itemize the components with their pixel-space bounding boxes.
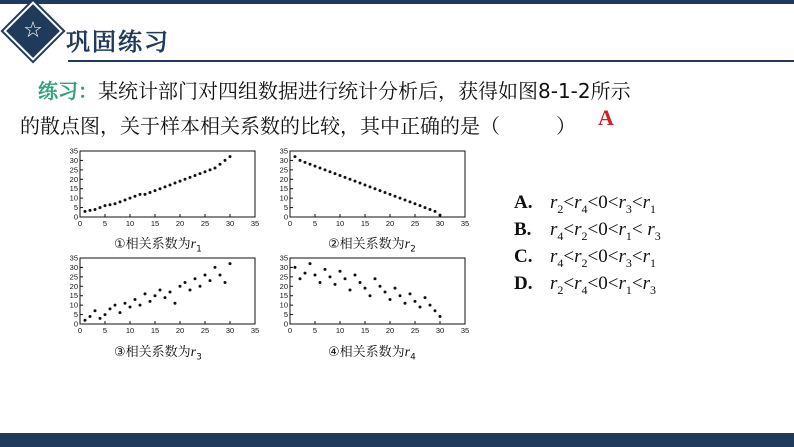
scatter-point xyxy=(164,296,167,299)
option-c-expr: $r_4<r_2<0<r_3<r_1$ xyxy=(550,246,656,270)
y-tick-label: 20 xyxy=(279,174,288,184)
scatter-point xyxy=(154,189,157,192)
bottom-bar xyxy=(0,433,794,447)
scatter-point xyxy=(109,203,112,206)
y-tick-label: 10 xyxy=(69,193,78,203)
scatter-point xyxy=(224,281,227,284)
option-b-expr: $r_4<r_2<0<r_1< r_3$ xyxy=(550,219,661,243)
scatter-point xyxy=(314,273,317,276)
option-a xyxy=(514,192,661,219)
option-a-expr: $r_2<r_4<0<r_3<r_1$ xyxy=(550,192,656,216)
scatter-point xyxy=(419,306,422,309)
plot-frame xyxy=(290,258,465,324)
plot-frame xyxy=(80,151,255,217)
header-divider xyxy=(68,60,794,62)
scatter-point xyxy=(319,281,322,284)
scatter-point xyxy=(134,298,137,301)
scatter-point xyxy=(324,268,327,271)
scatter-chart-1 xyxy=(62,146,267,230)
x-tick-label: 10 xyxy=(335,326,345,335)
scatter-point xyxy=(189,289,192,292)
scatter-point xyxy=(204,273,207,276)
y-tick-label: 35 xyxy=(279,146,288,156)
x-tick-label: 25 xyxy=(200,219,210,228)
x-tick-label: 20 xyxy=(175,326,185,335)
scatter-point xyxy=(84,319,87,322)
x-tick-label: 35 xyxy=(460,219,470,228)
y-tick-label: 35 xyxy=(69,146,78,156)
scatter-chart-svg xyxy=(62,146,267,230)
scatter-point xyxy=(179,285,182,288)
scatter-point xyxy=(99,206,102,209)
scatter-point xyxy=(129,197,132,200)
scatter-point xyxy=(199,172,202,175)
y-tick-label: 30 xyxy=(279,155,288,165)
scatter-point xyxy=(189,176,192,179)
question-text-1: 某统计部门对四组数据进行统计分析后，获得如图8-1-2所示 xyxy=(98,79,631,103)
scatter-point xyxy=(149,191,152,194)
top-bar xyxy=(0,0,794,4)
y-tick-label: 5 xyxy=(73,203,78,213)
option-d-expr: $r_2<r_4<0<r_1<r_3$ xyxy=(550,273,656,297)
x-tick-label: 10 xyxy=(125,326,135,335)
scatter-point xyxy=(334,283,337,286)
y-tick-label: 20 xyxy=(69,281,78,291)
y-tick-label: 25 xyxy=(69,165,78,175)
scatter-point xyxy=(339,174,342,177)
scatter-point xyxy=(364,183,367,186)
scatter-point xyxy=(354,273,357,276)
scatter-point xyxy=(379,189,382,192)
scatter-point xyxy=(109,307,112,310)
scatter-point xyxy=(104,204,107,207)
scatter-point xyxy=(404,302,407,305)
scatter-point xyxy=(344,277,347,280)
y-tick-label: 10 xyxy=(279,193,288,203)
scatter-point xyxy=(94,309,97,312)
scatter-point xyxy=(414,202,417,205)
x-tick-label: 30 xyxy=(225,326,235,335)
x-tick-label: 0 xyxy=(77,219,83,228)
chart-caption-3: ③相关系数为$r_3$ xyxy=(114,345,202,363)
scatter-point xyxy=(354,180,357,183)
scatter-point xyxy=(114,304,117,307)
scatter-point xyxy=(299,277,302,280)
x-tick-label: 0 xyxy=(287,326,293,335)
x-tick-label: 30 xyxy=(435,326,445,335)
scatter-point xyxy=(334,172,337,175)
x-tick-label: 20 xyxy=(385,326,395,335)
scatter-point xyxy=(404,199,407,202)
scatter-point xyxy=(394,195,397,198)
scatter-point xyxy=(309,262,312,265)
scatter-point xyxy=(314,165,317,168)
scatter-point xyxy=(434,309,437,312)
scatter-point xyxy=(119,311,122,314)
x-tick-label: 15 xyxy=(150,326,160,335)
scatter-point xyxy=(99,317,102,320)
x-tick-label: 0 xyxy=(287,219,293,228)
scatter-point xyxy=(414,300,417,303)
y-tick-label: 15 xyxy=(69,291,78,301)
scatter-point xyxy=(399,294,402,297)
scatter-point xyxy=(154,294,157,297)
x-tick-label: 5 xyxy=(102,326,108,335)
y-tick-label: 0 xyxy=(73,319,78,329)
scatter-point xyxy=(194,277,197,280)
scatter-point xyxy=(389,193,392,196)
question-line-1 xyxy=(38,75,631,104)
scatter-point xyxy=(304,161,307,164)
scatter-point xyxy=(369,185,372,188)
scatter-point xyxy=(409,292,412,295)
scatter-point xyxy=(379,285,382,288)
scatter-point xyxy=(139,193,142,196)
y-tick-label: 15 xyxy=(279,184,288,194)
x-tick-label: 25 xyxy=(410,219,420,228)
y-tick-label: 0 xyxy=(283,319,288,329)
y-tick-label: 15 xyxy=(69,184,78,194)
x-tick-label: 5 xyxy=(312,219,318,228)
scatter-point xyxy=(209,168,212,171)
scatter-point xyxy=(104,313,107,316)
x-tick-label: 35 xyxy=(250,326,260,335)
y-tick-label: 25 xyxy=(279,165,288,175)
scatter-point xyxy=(319,166,322,169)
option-d xyxy=(514,273,661,300)
x-tick-label: 5 xyxy=(102,219,108,228)
scatter-point xyxy=(214,166,217,169)
question-label: 练习： xyxy=(38,79,98,103)
x-tick-label: 20 xyxy=(175,219,185,228)
scatter-point xyxy=(439,214,442,217)
y-tick-label: 10 xyxy=(279,300,288,310)
scatter-point xyxy=(199,285,202,288)
scatter-chart-svg xyxy=(272,253,477,337)
scatter-point xyxy=(429,304,432,307)
scatter-point xyxy=(359,182,362,185)
scatter-point xyxy=(174,302,177,305)
scatter-point xyxy=(219,163,222,166)
question-close: ） xyxy=(556,114,576,138)
scatter-point xyxy=(204,170,207,173)
y-tick-label: 5 xyxy=(73,310,78,320)
scatter-point xyxy=(399,197,402,200)
scatter-point xyxy=(84,210,87,213)
chart-caption-4: ④相关系数为$r_4$ xyxy=(328,345,416,363)
scatter-point xyxy=(384,290,387,293)
y-tick-label: 0 xyxy=(283,212,288,222)
y-tick-label: 30 xyxy=(279,262,288,272)
scatter-point xyxy=(89,315,92,318)
x-tick-label: 10 xyxy=(335,219,345,228)
scatter-point xyxy=(309,163,312,166)
y-tick-label: 30 xyxy=(69,262,78,272)
y-tick-label: 35 xyxy=(279,253,288,263)
x-tick-label: 20 xyxy=(385,219,395,228)
scatter-point xyxy=(389,298,392,301)
scatter-point xyxy=(229,262,232,265)
scatter-chart-svg xyxy=(272,146,477,230)
slide-heading: 巩固练习 xyxy=(66,28,170,56)
x-tick-label: 30 xyxy=(225,219,235,228)
x-tick-label: 15 xyxy=(150,219,160,228)
scatter-point xyxy=(219,273,222,276)
x-tick-label: 35 xyxy=(250,219,260,228)
x-tick-label: 15 xyxy=(360,219,370,228)
question-text-2: 的散点图，关于样本相关系数的比较，其中正确的是（ xyxy=(20,114,500,138)
scatter-point xyxy=(359,281,362,284)
scatter-point xyxy=(424,206,427,209)
x-tick-label: 30 xyxy=(435,219,445,228)
y-tick-label: 30 xyxy=(69,155,78,165)
scatter-point xyxy=(349,178,352,181)
scatter-point xyxy=(419,204,422,207)
answer-options xyxy=(514,192,661,300)
y-tick-label: 0 xyxy=(73,212,78,222)
answer-mark: A xyxy=(598,105,614,130)
option-b xyxy=(514,219,661,246)
y-tick-label: 5 xyxy=(283,310,288,320)
scatter-chart-svg xyxy=(62,253,267,337)
scatter-point xyxy=(429,208,432,211)
scatter-point xyxy=(164,185,167,188)
option-c xyxy=(514,246,661,273)
plot-frame xyxy=(290,151,465,217)
y-tick-label: 25 xyxy=(69,272,78,282)
scatter-point xyxy=(294,155,297,158)
x-tick-label: 15 xyxy=(360,326,370,335)
scatter-point xyxy=(394,287,397,290)
x-tick-label: 25 xyxy=(410,326,420,335)
scatter-point xyxy=(184,281,187,284)
x-tick-label: 10 xyxy=(125,219,135,228)
option-c-letter: C. xyxy=(514,246,533,267)
scatter-point xyxy=(229,155,232,158)
scatter-point xyxy=(149,300,152,303)
scatter-point xyxy=(434,210,437,213)
scatter-point xyxy=(169,290,172,293)
y-tick-label: 20 xyxy=(69,174,78,184)
y-tick-label: 5 xyxy=(283,203,288,213)
scatter-point xyxy=(224,159,227,162)
scatter-point xyxy=(94,208,97,211)
scatter-point xyxy=(349,289,352,292)
y-tick-label: 10 xyxy=(69,300,78,310)
x-tick-label: 5 xyxy=(312,326,318,335)
scatter-point xyxy=(144,292,147,295)
question-line-2 xyxy=(20,110,576,139)
scatter-point xyxy=(129,306,132,309)
scatter-point xyxy=(89,209,92,212)
scatter-point xyxy=(439,315,442,318)
scatter-point xyxy=(329,275,332,278)
scatter-point xyxy=(119,200,122,203)
scatter-point xyxy=(409,200,412,203)
option-b-letter: B. xyxy=(514,219,532,240)
chart-caption-1: ①相关系数为$r_1$ xyxy=(114,237,202,255)
scatter-point xyxy=(214,266,217,269)
scatter-point xyxy=(144,193,147,196)
scatter-point xyxy=(324,168,327,171)
option-a-letter: A. xyxy=(514,192,533,213)
scatter-point xyxy=(159,187,162,190)
scatter-point xyxy=(169,183,172,186)
scatter-chart-4 xyxy=(272,253,477,337)
scatter-point xyxy=(179,180,182,183)
scatter-point xyxy=(329,170,332,173)
scatter-point xyxy=(159,289,162,292)
scatter-point xyxy=(114,202,117,205)
scatter-point xyxy=(174,182,177,185)
scatter-point xyxy=(344,176,347,179)
scatter-point xyxy=(139,304,142,307)
star-icon: ☆ xyxy=(23,18,43,43)
scatter-point xyxy=(194,174,197,177)
scatter-point xyxy=(304,272,307,275)
scatter-point xyxy=(124,302,127,305)
scatter-chart-3 xyxy=(62,253,267,337)
y-tick-label: 20 xyxy=(279,281,288,291)
x-tick-label: 35 xyxy=(460,326,470,335)
scatter-point xyxy=(424,296,427,299)
scatter-point xyxy=(384,191,387,194)
chart-caption-2: ②相关系数为$r_2$ xyxy=(328,237,416,255)
y-tick-label: 15 xyxy=(279,291,288,301)
scatter-point xyxy=(369,294,372,297)
scatter-point xyxy=(299,159,302,162)
scatter-point xyxy=(184,178,187,181)
scatter-point xyxy=(294,266,297,269)
y-tick-label: 35 xyxy=(69,253,78,263)
scatter-point xyxy=(209,279,212,282)
scatter-chart-2 xyxy=(272,146,477,230)
scatter-point xyxy=(124,199,127,202)
option-d-letter: D. xyxy=(514,273,533,294)
scatter-point xyxy=(364,287,367,290)
scatter-point xyxy=(134,195,137,198)
y-tick-label: 25 xyxy=(279,272,288,282)
scatter-point xyxy=(339,270,342,273)
x-tick-label: 25 xyxy=(200,326,210,335)
scatter-point xyxy=(374,277,377,280)
x-tick-label: 0 xyxy=(77,326,83,335)
scatter-point xyxy=(374,187,377,190)
